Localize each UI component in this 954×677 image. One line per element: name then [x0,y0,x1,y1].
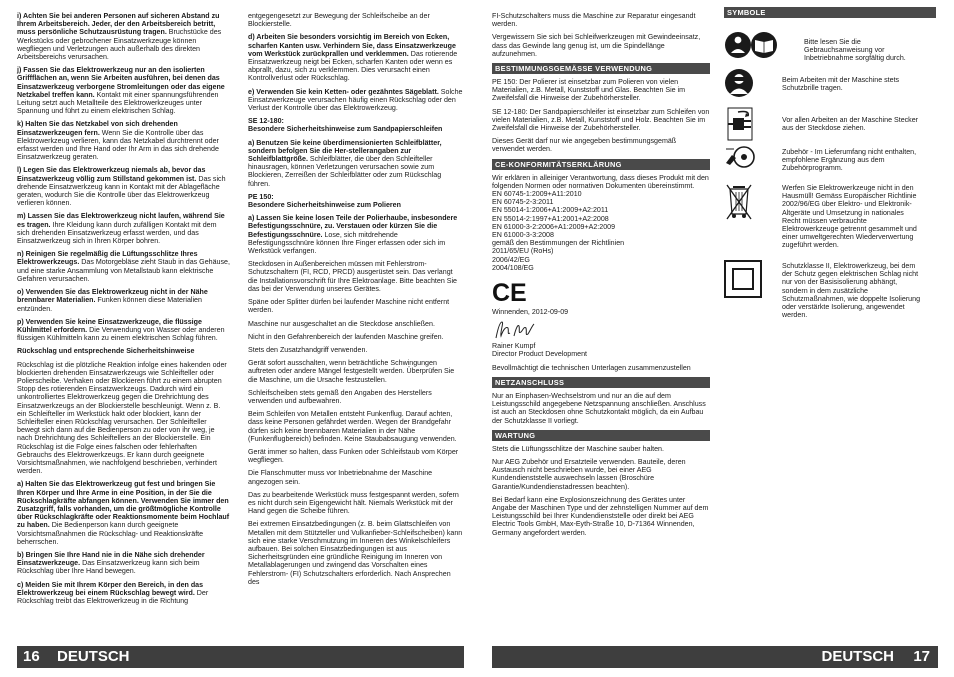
body-text: Späne oder Splitter dürfen bei laufender Maschine nicht entfernt werden. [248,298,450,315]
symbol-text-goggles: Beim Arbeiten mit der Maschine stets Schutzbrille tragen. [782,76,900,93]
col1-paragraph [17,12,230,61]
bold-lead: b) Bringen Sie Ihre Hand nie in die Nähe sich drehender Einsatzwerkzeuge. [17,550,205,568]
body-text: Schleifscheiben stets gemäß den Angaben des Herstellers verwenden und aufbewahren. [248,388,432,405]
col1-paragraph [17,120,230,161]
body-text: Maschine nur ausgeschaltet an die Steckdose anschließen. [248,319,435,328]
col2-paragraph [248,410,464,443]
col2-paragraph [248,359,464,384]
page-number-right: 17 [913,648,930,665]
signer-title: Director Product Development [492,350,588,359]
bold-lead: m) Lassen Sie das Elektrowerkzeug nicht laufen, während Sie es tragen. [17,212,225,229]
bold-lead: Rückschlag und entsprechende Sicherheitshinweise [17,347,195,356]
col2-paragraph [248,139,464,188]
col1-paragraph [17,480,230,546]
symbol-text-bin: Werfen Sie Elektrowerkzeuge nicht in den Hausmüll! Gemäss Europäischer Richtlinie 2002/96/EG über Elektro- und Elektronik-Altgeräte und Umsetzung in nationales Recht müssen verbrauchte Elektrowerkzeuge getrennt gesammelt und einer umweltgerechten Wiederverwertung zugeführt werden. [782,184,917,250]
page-number-left: 16 [23,648,40,665]
section-head-ce: CE-KONFORMITÄTSERKLÄRUNG [492,159,710,170]
intro-text-1: FI-Schutzschalters muss die Maschine zur Reparatur eingesandt werden. [492,12,696,29]
column-1 [17,12,230,610]
col2-paragraph [248,193,464,209]
body-text: Das zu bearbeitende Werkstück muss festgespannt werden, sofern es nicht durch sein Eigengewicht hält. Niemals Werkstück mit der Hand gegen die Scheibe führen. [248,490,459,516]
section-head-net: NETZANSCHLUSS [492,377,710,388]
signer-name: Rainer Kumpf [492,342,536,351]
body-text: Lose, sich mitdrehende Befestigungsschnüre können Ihre Finger erfassen oder sich im Werkstück verfangen. [248,230,446,256]
svg-text:CE: CE [492,280,526,305]
body-text: Ihre Kleidung kann durch zufälligen Kontakt mit dem sich drehenden Einsatzwerkzeug erfasst werden, und das Einsatzwerkzeug sich in Ihren Körper bohren. [17,220,217,246]
language-left: DEUTSCH [57,648,130,665]
body-text: Bei extremen Einsatzbedingungen (z. B. beim Glattschleifen von Metallen mit dem Stützteller und Vulkanfieber-Schleifscheiben) kann sich eine starke Verschmutzung im Inneren des Winkelschleifers aufbauen. Bei solchen Einsatzbedingungen ist aus Sicherheitsgründen eine gründliche Reinigung im Inneren von Metallablagerungen und zwingend das Vorschalten eines Fehlerstrom- (FI) Schutzschalters erforderlich. Nach Ansprechen des [248,520,463,586]
body-text: Gerät immer so halten, dass Funken oder Schleifstaub vom Körper wegfliegen. [248,447,459,465]
body-text: Wenn Sie die Kontrolle über das Elektrowerkzeug verlieren, kann das Netzkabel durchtrennt oder erfasst werden und Ihre Hand oder Ihr Arm in das sich drehende Einsatzwerkzeug geraten. [17,128,219,162]
unplug-icon [724,104,758,144]
place-date: Winnenden, 2012-09-09 [492,308,569,317]
body-text: Die Verwendung von Wasser oder anderen flüssigen Kühlmitteln kann zu einem elektrischen Schlag führen. [17,325,225,343]
footer-left [17,646,464,668]
bold-lead: n) Reinigen Sie regelmäßig die Lüftungsschlitze Ihres Elektrowerkzeugs. [17,250,198,267]
bold-lead: o) Verwenden Sie das Elektrowerkzeug nicht in der Nähe brennbarer Materialien. [17,288,208,305]
bold-lead: e) Verwenden Sie kein Ketten- oder gezähntes Sägeblatt. [248,87,439,96]
net-text: Nur an Einphasen-Wechselstrom und nur an die auf dem Leistungsschild angegebene Netzspannung anschließen. Anschluss ist auch an Steckdosen ohne Schutzkontakt möglich, da ein Aufbau der Schutzklasse II vorliegt. [492,391,706,425]
use-text-1: PE 150: Der Polierer ist einsetzbar zum Polieren von vielen Materialien, z.B. Metall, Kunststoff und Glas. Beachten Sie im Zweifelsfall die Hinweise der Zubehörhersteller. [492,78,686,103]
col2-paragraph [248,333,464,341]
col1-paragraph [17,361,230,476]
col1-paragraph [17,318,230,343]
bold-lead: PE 150: Besondere Sicherheitshinweise zum Polieren [248,192,401,210]
col2-paragraph [248,33,464,82]
col1-paragraph [17,347,230,355]
column-2 [248,12,464,591]
column-3 [492,12,710,542]
maint-text-2: Nur AEG Zubehör und Ersatzteile verwenden. Bauteile, deren Austausch nicht beschrieben wurde, bei einer AEG Kundendienststelle auswechseln lassen (Broschüre Garantie/Kundendienstadressen beachten). [492,457,686,491]
bold-lead: SE 12-180: Besondere Sicherheitshinweise zum Sandpapierschleifen [248,117,443,134]
bold-lead: p) Verwenden Sie keine Einsatzwerkzeuge, die flüssige Kühlmittel erfordern. [17,317,202,334]
body-text: Steckdosen in Außenbereichen müssen mit Fehlerstrom-Schutzschaltern (FI, RCD, PRCD) ausgerüstet sein. Das verlangt die Installationsvorschrift für Ihre Elektroanlage. Bitte beachten Sie das bei der Verwendung unseres Gerätes. [248,260,457,293]
col2-paragraph [248,260,464,293]
language-right: DEUTSCH [821,648,894,665]
col1-paragraph [17,212,230,245]
col1-paragraph [17,166,230,207]
symbol-text-class-ii: Schutzklasse II, Elektrowerkzeug, bei dem der Schutz gegen elektrischen Schlag nicht nur von der Basisisolierung abhängt, sondern in dem zusätzliche Schutzmaßnahmen, wie doppelte Isolierung oder verstärkte Isolierung, angewendet werden. [782,262,921,320]
bold-lead: l) Legen Sie das Elektrowerkzeug niemals ab, bevor das Einsatzwerkzeug völlig zum Stillstand gekommen ist. [17,166,206,183]
symbol-text-accessory: Zubehör - Im Lieferumfang nicht enthalten, empfohlene Ergänzung aus dem Zubehörprogramm. [782,148,917,173]
protection-class-ii-icon [724,260,762,298]
ce-norm-item: 2004/108/EG [492,263,534,272]
use-text-2: SE 12-180: Der Sandpapierschleifer ist einsetzbar zum Schleifen von vielen Materialien, z.B. Metall, Kunststoff und Holz. Beachten Sie im Zweifelsfall die Hinweise der Zubehörhersteller. [492,107,710,133]
ce-norm-item: gemäß den Bestimmungen der Richtlinien [492,239,625,248]
maint-text-1: Stets die Lüftungsschlitze der Maschine sauber halten. [492,444,664,453]
col1-paragraph [17,288,230,313]
col2-paragraph [248,491,464,516]
signature [492,318,710,342]
body-text: Stets den Zusatzhandgriff verwenden. [248,345,368,354]
intro-text-2: Vergewissern Sie sich bei Schleifwerkzeugen mit Gewindeeinsatz, dass das Gewinde lang genug ist, um die Spindellänge aufzunehmen. [492,33,701,58]
body-text: Solche Einsatzwerkzeuge verursachen häufig einen Rückschlag oder den Verlust der Kontrolle über das Elektrowerkzeug. [248,87,463,113]
accessory-disc-icon [724,146,758,168]
bold-lead: a) Lassen Sie keine losen Teile der Polierhaube, insbesondere Befestigungsschnüre, zu. Verstauen oder kürzen Sie die Befestigungsschnüre. [248,214,458,239]
section-head-symbols: SYMBOLE [724,7,936,18]
body-text: Funken können diese Materialien entzünden. [17,296,202,313]
body-text: entgegengesetzt zur Bewegung der Schleifscheibe an der Blockierstelle. [248,12,430,29]
body-text: Das Einsatzwerkzeug kann sich beim Rückschlag über Ihre Hand bewegen. [17,559,200,576]
body-text: Der Rückschlag treibt das Elektrowerkzeug in die Richtung [17,588,209,605]
body-text: Das sich drehende Einsatzwerkzeug kann in Kontakt mit der Ablagefläche geraten, wodurch Sie die Kontrolle über das Elektrowerkzeug verlieren können. [17,174,226,208]
col2-paragraph [248,389,464,405]
body-text: Kontakt mit einer spannungsführenden Leitung setzt auch Metallteile des Elektrowerkzeuges unter Spannung und führt zu einem elektrischen Schlag. [17,90,219,116]
col1-paragraph [17,551,230,576]
footer-right [492,646,938,668]
bold-lead: j) Fassen Sie das Elektrowerkzeug nur an den isolierten Griffflächen an, wenn Sie Arbeiten ausführen, bei denen das Einsatzwerkzeug verborgene Stromleitungen oder das eigene Netzkabel treffen kann. [17,66,225,99]
body-text: Nicht in den Gefahrenbereich der laufenden Maschine greifen. [248,332,444,341]
col1-paragraph [17,581,230,606]
body-text: Gerät sofort ausschalten, wenn beträchtliche Schwingungen auftreten oder andere Mängel festgestellt werden. Überprüfen Sie die Maschine, um die Ursache festzustellen. [248,359,455,384]
section-head-maint: WARTUNG [492,430,710,441]
ce-mark-icon [492,280,526,304]
col2-paragraph [248,214,464,255]
ce-text: Wir erklären in alleiniger Verantwortung, dass dieses Produkt mit den folgenden Normen oder normativen Dokumenten übereinstimmt. [492,173,709,190]
bold-lead: i) Achten Sie bei anderen Personen auf sicheren Abstand zu Ihrem Arbeitsbereich. Jeder, der den Arbeitsbereich betritt, muss persönliche Schutzausrüstung tragen. [17,12,220,37]
col2-paragraph [248,298,464,314]
bold-lead: a) Halten Sie das Elektrowerkzeug gut fest und bringen Sie Ihren Körper und Ihre Arme in eine Position, in der Sie die Rückschlagkräfte abfangen können. Verwenden Sie immer den Zusatzgriff, falls vorhanden, um die größtmögliche Kontrolle über Rückschlagkräfte oder Reaktionsmomente beim Hochlauf zu haben. [17,480,230,530]
bold-lead: c) Meiden Sie mit Ihrem Körper den Bereich, in den das Elektrowerkzeug bei einem Rückschlag bewegt wird. [17,580,204,597]
body-text: Das rotierende Einsatzwerkzeug neigt bei Ecken, scharfen Kanten oder wenn es abprallt, dazu, sich zu verklemmen. Dies verursacht einen Kontrollverlust oder Rückschlag. [248,49,458,83]
col1-paragraph [17,66,230,115]
read-manual-icon [724,30,778,60]
authorized-text: Bevollmächtigt die technischen Unterlagen zusammenzustellen [492,363,691,372]
ce-norm-item: EN 55014-2:1997+A1:2001+A2:2008 [492,214,609,223]
col2-paragraph [248,320,464,328]
col2-paragraph [248,448,464,464]
body-text: Beim Schleifen von Metallen entsteht Funkenflug. Darauf achten, dass keine Personen gefährdet werden. Wegen der Brandgefahr dürfen sich keine brennbaren Materialien in der Nähe (Funkenflugbereich) befinden. Keine Staubabsaugung verwenden. [248,410,457,443]
col2-paragraph [248,88,464,113]
ce-norm-item: EN 60745-2-3:2011 [492,198,554,207]
body-text: Die Flanschmutter muss vor Inbetriebnahme der Maschine angezogen sein. [248,469,433,486]
use-text-3: Dieses Gerät darf nur wie angegeben bestimmungsgemäß verwendet werden. [492,137,677,154]
bold-lead: k) Halten Sie das Netzkabel von sich drehenden Einsatzwerkzeugen fern. [17,120,178,137]
crossed-bin-icon [724,182,754,222]
body-text: Rückschlag ist die plötzliche Reaktion infolge eines hakenden oder blockierten drehenden Einsatzwerkzeugs wie Schleifteller oder Polierscheibe. Verhaken oder Blockieren führt zu einem abrupten Stopp des rotierenden Einsatzwerkzeugs. Dadurch wird ein unkontrolliertes Elektrowerkzeug gegen die Drehrichtung des Einsatzwerkzeugs an der Blockierstelle beschleunigt. Wenn z. B. ein Schleifteller im Werkstück hakt oder blockiert, kann der Schleifteller einen Rückschlag verursachen. Der Schleifteller bewegt sich dann auf die Bedienperson zu oder von ihr weg, je nach Drehrichtung des Schleiftellers an der Blockierstelle. Ein Rückschlag ist die Folge eines falschen oder fehlerhaften Gebrauchs des Elektrowerkzeugs. Er kann durch geeignete Vorsichtsmaßnahmen, wie nachfolgend beschrieben, verhindert werden. [17,360,227,476]
col2-paragraph [248,117,464,133]
ce-norm-item: EN 61000-3-2:2006+A1:2009+A2:2009 [492,222,616,231]
bold-lead: d) Arbeiten Sie besonders vorsichtig im Bereich von Ecken, scharfen Kanten usw. Verhindern Sie, dass Einsatzwerkzeuge vom Werkstück zurückprallen und verklemmen. [248,33,456,58]
safety-goggles-icon [724,68,754,98]
body-text: Bruchstücke des Werkstücks oder gebrochener Einsatzwerkzeuge können wegfliegen und Verletzungen auch außerhalb des direkten Arbeitsbereichs verursachen. [17,28,222,62]
col2-paragraph [248,469,464,485]
ce-norms-list [492,190,710,272]
symbol-text-unplug: Vor allen Arbeiten an der Maschine Stecker aus der Steckdose ziehen. [782,116,919,133]
ce-mark [492,280,710,304]
ce-norm-item: 2006/42/EG [492,255,530,264]
col2-paragraph [248,346,464,354]
body-text: Das Motorgebläse zieht Staub in das Gehäuse, und eine starke Ansammlung von Metallstaub kann elektrische Gefahren verursachen. [17,258,230,283]
ce-norm-item: EN 61000-3-3:2008 [492,231,554,240]
bold-lead: a) Benutzen Sie keine überdimensionierten Schleifblätter, sondern befolgen Sie die Her-stellerangaben zur Schleifblattgröße. [248,138,442,164]
ce-norm-item: EN 60745-1:2009+A11:2010 [492,190,582,199]
ce-norm-item: 2011/65/EU (RoHs) [492,247,554,256]
section-head-use: BESTIMMUNGSGEMÄSSE VERWENDUNG [492,63,710,74]
signature-icon [492,318,552,342]
body-text: Schleifblätter, die über den Schleifteller hinausragen, können Verletzungen verursachen sowie zum Blockieren, Zerreißen der Schleifblätter oder zum Rückschlag führen. [248,155,442,188]
col2-paragraph [248,520,464,586]
maint-text-3: Bei Bedarf kann eine Explosionszeichnung des Gerätes unter Angabe der Maschinen Type und der zehnstelligen Nummer auf dem Leistungsschild bei Ihrer Kundendienststelle oder direkt bei AEG Electric Tools GmbH, Max-Eyth-Straße 10, D-71364 Winnenden, Germany angefordert werden. [492,495,709,537]
col2-paragraph [248,12,464,28]
ce-norm-item: EN 55014-1:2006+A1:2009+A2:2011 [492,206,609,215]
body-text: Die Bedienperson kann durch geeignete Vorsichtsmaßnahmen die Rückschlag- und Reaktionskräfte beherrschen. [17,521,204,546]
col1-paragraph [17,250,230,283]
symbol-text-manual: Bitte lesen Sie die Gebrauchsanweisung vor Inbetriebnahme sorgfältig durch. [804,38,906,63]
